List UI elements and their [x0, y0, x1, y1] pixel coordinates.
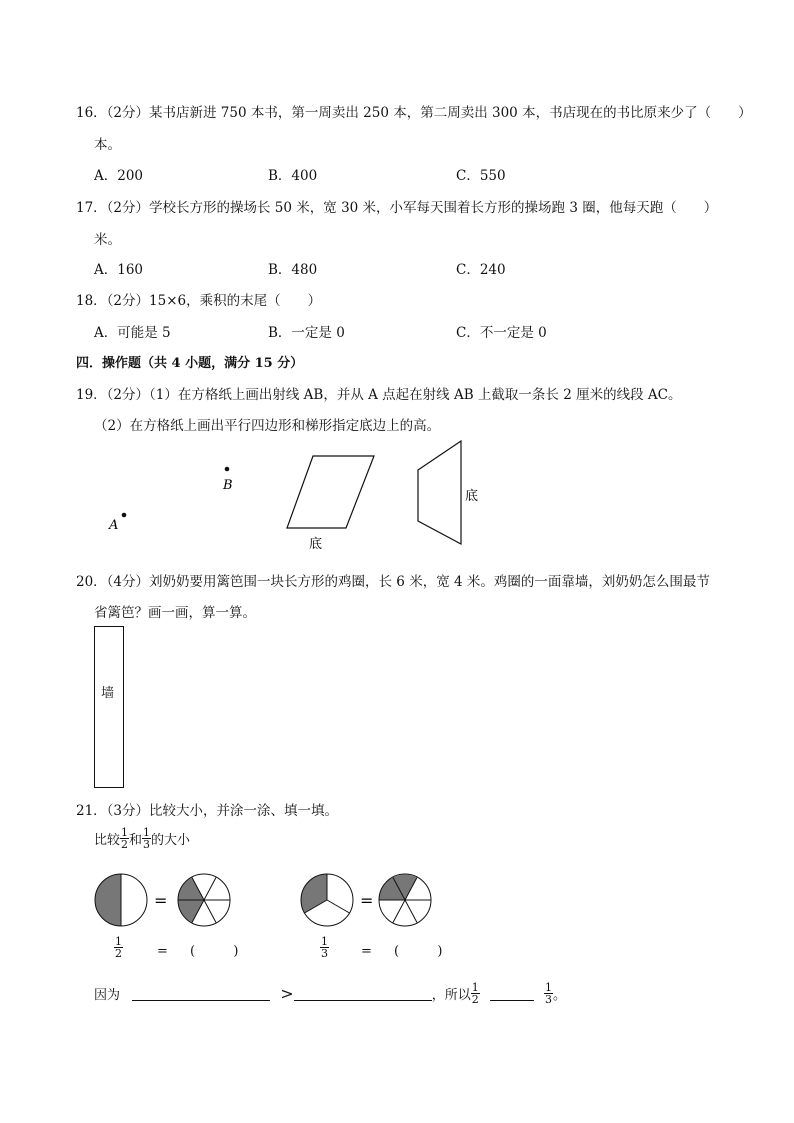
fraction-den: 3 — [321, 947, 328, 960]
blank-because-left[interactable] — [132, 986, 270, 1001]
label-one-half — [114, 936, 123, 959]
q18-option-c[interactable]: C．不一定是 0 — [456, 325, 547, 341]
equals-sign: = — [157, 944, 168, 959]
q16-option-a[interactable]: A．200 — [94, 168, 144, 184]
circle-sixths-1[interactable] — [178, 874, 230, 926]
fraction-num: 1 — [321, 935, 328, 948]
answer-blank-third[interactable] — [403, 941, 433, 955]
so-label: ，所以 — [431, 988, 471, 1003]
q16-line1: 16．（2分）某书店新进 750 本书，第一周卖出 250 本，第二周卖出 300 本，书店现在的书比原来少了（ ） — [76, 105, 752, 121]
blank-because-right[interactable] — [294, 986, 432, 1001]
circle-sixths-2[interactable] — [379, 874, 431, 926]
equals-half-row — [157, 941, 238, 959]
q17-line1: 17．（2分）学校长方形的操场长 50 米，宽 30 米，小军每天围着长方形的操场跑 3 圈，他每天跑（ ） — [76, 200, 718, 216]
compare-suffix: 的大小 — [151, 833, 191, 848]
trapezoid-shape — [418, 441, 461, 544]
circle-third-shaded — [301, 874, 353, 926]
q19-line2: （2）在方格纸上画出平行四边形和梯形指定底边上的高。 — [94, 418, 441, 434]
fraction-circles — [0, 860, 794, 940]
wall-label: 墙 — [101, 686, 115, 701]
q18-line1: 18．（2分）15×6，乘积的末尾（ ） — [76, 293, 322, 309]
paren-right: ) — [437, 944, 443, 959]
q16-option-c[interactable]: C．550 — [456, 168, 506, 184]
fraction-den: 2 — [121, 838, 129, 851]
paren-left: ( — [394, 944, 400, 959]
because-label: 因为 — [94, 988, 121, 1003]
label-one-third — [320, 936, 329, 959]
compare-prefix: 比较 — [94, 833, 121, 848]
fraction-den: 2 — [115, 947, 122, 960]
fraction-one-third — [142, 827, 151, 850]
equals-third-row — [361, 941, 442, 959]
fraction-den: 2 — [471, 993, 479, 1006]
because-line — [94, 982, 566, 1005]
q17-option-a[interactable]: A．160 — [94, 262, 144, 278]
point-a-label: A — [109, 518, 119, 533]
equals-sign-2: = — [360, 891, 374, 910]
q19-figures — [0, 440, 794, 560]
q20-line1: 20．（4分）刘奶奶要用篱笆围一块长方形的鸡圈，长 6 米，宽 4 米。鸡圈的一面靠墙，刘奶奶怎么围最节 — [76, 574, 710, 590]
fraction-num: 1 — [115, 935, 122, 948]
compare-line — [94, 827, 190, 850]
fraction-num: 1 — [471, 981, 479, 994]
fraction-num: 1 — [121, 826, 129, 839]
answer-blank-half[interactable] — [199, 941, 229, 955]
q19-line1: 19．（2分）（1）在方格纸上画出射线 AB，并从 A 点起在射线 AB 上截取一条长 2 厘米的线段 AC。 — [76, 387, 682, 403]
parallelogram-base-label: 底 — [309, 537, 323, 552]
point-b-dot[interactable] — [225, 467, 230, 472]
fraction-den: 3 — [545, 993, 552, 1006]
wall-rect — [94, 626, 124, 788]
q17-option-c[interactable]: C．240 — [456, 262, 506, 278]
point-b-label: B — [223, 478, 233, 493]
q17-option-b[interactable]: B．480 — [268, 262, 318, 278]
blank-compare-sign[interactable] — [490, 986, 534, 1001]
q18-option-b[interactable]: B．一定是 0 — [268, 325, 345, 341]
compare-and: 和 — [129, 833, 143, 848]
equals-sign-1: = — [154, 891, 168, 910]
q17-line2: 米。 — [94, 232, 121, 248]
q21-line1: 21．（3分）比较大小，并涂一涂、填一填。 — [76, 803, 339, 819]
paren-right: ) — [233, 944, 239, 959]
q16-line2: 本。 — [94, 137, 121, 153]
fraction-one-half — [120, 827, 129, 850]
parallelogram-shape — [287, 456, 374, 528]
circle-half-shaded — [95, 874, 147, 926]
paren-left: ( — [190, 944, 196, 959]
point-a-dot[interactable] — [122, 513, 127, 518]
fraction-num: 1 — [143, 826, 151, 839]
fraction-num: 1 — [545, 981, 552, 994]
trapezoid-base-label: 底 — [465, 489, 479, 504]
fraction-den: 3 — [143, 838, 151, 851]
greater-sign: > — [280, 984, 294, 1003]
q20-line2: 省篱笆？画一画，算一算。 — [94, 605, 256, 621]
q16-option-b[interactable]: B．400 — [268, 168, 318, 184]
equals-sign: = — [361, 944, 372, 959]
q18-option-a[interactable]: A．可能是 5 — [94, 325, 171, 341]
period: 。 — [553, 988, 567, 1003]
section-4-title: 四．操作题（共 4 小题，满分 15 分） — [76, 356, 304, 371]
